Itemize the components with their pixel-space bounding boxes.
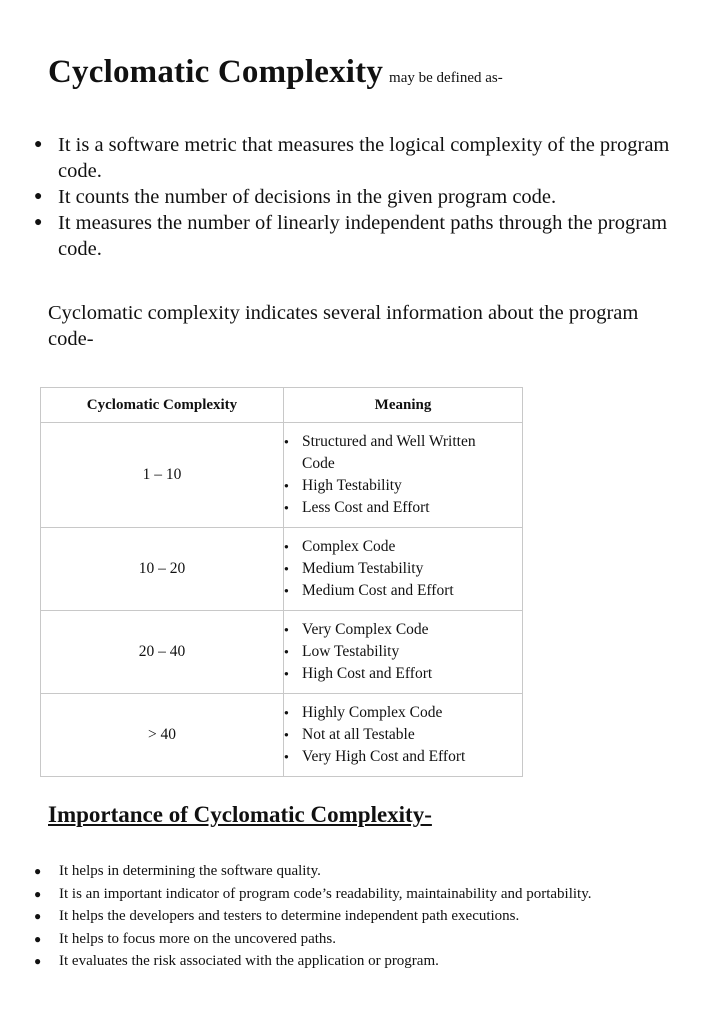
importance-list (34, 860, 704, 973)
bullet-icon: ● (284, 564, 289, 573)
range-cell: > 40 (41, 694, 284, 777)
definition-item: ● It counts the number of decisions in the given program code. (34, 186, 557, 208)
table-row (41, 611, 523, 694)
meaning-cell (284, 694, 523, 777)
meaning-cell (284, 611, 523, 694)
importance-item: ● It helps the developers and testers to determine independent path executions. (34, 905, 704, 928)
bullet-icon: ● (284, 542, 289, 551)
bullet-icon: ● (34, 909, 42, 923)
bullet-icon: ● (284, 586, 289, 595)
meaning-cell (284, 528, 523, 611)
bullet-icon: ● (284, 503, 289, 512)
bullet-icon: ● (284, 730, 289, 739)
importance-item: ● It evaluates the risk associated with the application or program. (34, 950, 704, 973)
meaning-item: ● Not at all Testable (284, 726, 415, 743)
definition-item: ● It is a software metric that measures the logical complexity of the program code. (34, 134, 670, 182)
meaning-item: ● Structured and Well Written Code (284, 433, 476, 472)
title-suffix: may be defined as- (389, 70, 503, 86)
importance-heading: Importance of Cyclomatic Complexity- (48, 802, 432, 827)
header-meaning: Meaning (284, 388, 523, 423)
meaning-item: ● Medium Cost and Effort (284, 582, 454, 599)
page-title (48, 54, 503, 91)
meaning-item: ● Less Cost and Effort (284, 499, 430, 516)
bullet-icon: ● (34, 864, 42, 878)
definition-item: ● It measures the number of linearly independent paths through the program code. (34, 212, 668, 260)
bullet-icon: ● (284, 647, 289, 656)
table-row (41, 694, 523, 777)
bullet-icon: ● (34, 886, 42, 901)
importance-item: ● It is an important indicator of program code’s readability, maintainability and portability. (34, 883, 704, 906)
header-complexity: Cyclomatic Complexity (41, 388, 284, 423)
meaning-item: ● High Testability (284, 477, 402, 494)
table-row (41, 423, 523, 528)
bullet-icon: ● (34, 931, 42, 946)
table-row (41, 528, 523, 611)
meaning-item: ● High Cost and Effort (284, 665, 433, 682)
bullet-icon: ● (34, 189, 43, 204)
bullet-icon: ● (284, 625, 289, 634)
bullet-icon: ● (284, 481, 289, 490)
meaning-item: ● Highly Complex Code (284, 704, 443, 721)
bullet-icon: ● (34, 954, 42, 968)
bullet-icon: ● (284, 437, 289, 446)
meaning-cell (284, 423, 523, 528)
bullet-icon: ● (284, 669, 289, 678)
definition-list (34, 132, 674, 262)
bullet-icon: ● (34, 137, 43, 152)
range-cell: 1 – 10 (41, 423, 284, 528)
intro-paragraph: Cyclomatic complexity indicates several information about the program code- (48, 302, 639, 350)
title-text: Cyclomatic Complexity (48, 54, 384, 90)
bullet-icon: ● (284, 708, 289, 717)
importance-item: ● It helps to focus more on the uncovered paths. (34, 928, 704, 951)
meaning-item: ● Complex Code (284, 538, 396, 555)
bullet-icon: ● (34, 215, 43, 230)
meaning-item: ● Low Testability (284, 643, 400, 660)
table-header-row (41, 388, 523, 423)
complexity-table (40, 387, 523, 777)
meaning-item: ● Very High Cost and Effort (284, 748, 466, 765)
meaning-item: ● Very Complex Code (284, 621, 429, 638)
range-cell: 10 – 20 (41, 528, 284, 611)
bullet-icon: ● (284, 752, 289, 761)
range-cell: 20 – 40 (41, 611, 284, 694)
importance-item: ● It helps in determining the software quality. (34, 860, 704, 883)
meaning-item: ● Medium Testability (284, 560, 424, 577)
